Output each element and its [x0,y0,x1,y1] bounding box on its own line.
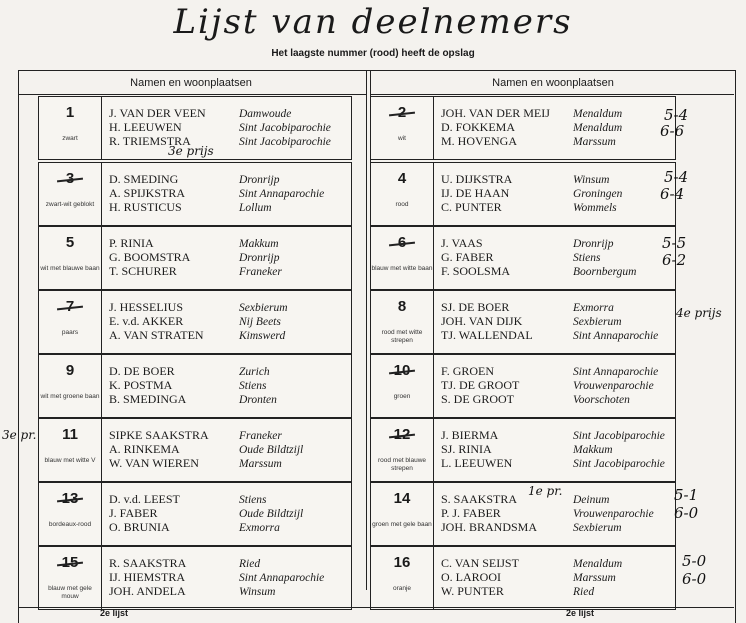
player-town: Sint Jacobiparochie [573,458,665,470]
player-name: F. SOOLSMA [441,264,511,278]
player-town: Menaldum [573,122,623,134]
player-row [441,200,622,214]
team-entry [38,482,352,546]
player-name: J. FABER [109,506,158,520]
team-color-label: wit met groene baan [40,393,100,400]
player-list [109,106,331,148]
team-entry [370,354,676,418]
page-subtitle: Het laagste nummer (rood) heeft de opslag [271,48,475,59]
player-row [441,236,636,250]
team-entry [38,290,352,354]
team-color-label: blauw met gele mouw [48,585,92,600]
player-row [441,392,658,406]
player-row [109,250,282,264]
player-town: Wommels [573,202,617,214]
player-name: B. SMEDINGA [109,392,187,406]
column-header-left: Namen en woonplaatsen [130,77,252,89]
player-town: Sint Annaparochie [239,572,325,584]
team-number: 13 [39,490,101,507]
player-name: TJ. WALLENDAL [441,328,533,342]
player-row [109,556,324,570]
player-town: Marssum [239,458,282,470]
team-number-cell [371,355,434,417]
player-town: Exmorra [239,522,280,534]
player-town: Makkum [573,444,613,456]
team-number: 2 [371,104,433,121]
team-number: 7 [39,298,101,315]
player-row [109,186,324,200]
handwritten-note: 1e pr. [528,484,563,498]
player-list [441,106,622,148]
player-row [109,456,303,470]
team-color-label: zwart [62,135,78,142]
player-row [441,106,622,120]
player-name: J. BIERMA [441,428,499,442]
team-number-cell [371,419,434,481]
player-town: Stiens [573,252,601,264]
team-number-cell [371,547,434,609]
team-number-cell [39,483,102,545]
player-row [109,506,303,520]
team-number-cell [39,355,102,417]
player-name: W. PUNTER [441,584,504,598]
player-row [109,392,277,406]
player-town: Boornbergum [573,266,637,278]
player-row [441,186,622,200]
player-town: Groningen [573,188,623,200]
player-row [109,328,288,342]
player-town: Winsum [239,586,276,598]
player-name: D. SMEDING [109,172,179,186]
player-row [441,264,636,278]
player-name: D. FOKKEMA [441,120,516,134]
player-name: H. LEEUWEN [109,120,182,134]
column-divider [366,70,367,590]
player-row [109,120,331,134]
player-name: JOH. VAN DIJK [441,314,523,328]
player-row [441,456,665,470]
player-row [441,134,622,148]
team-number: 12 [371,426,433,443]
player-row [441,250,636,264]
player-name: A. RINKEMA [109,442,180,456]
team-number: 8 [397,298,407,315]
player-name: IJ. DE HAAN [441,186,510,200]
team-number: 6 [371,234,433,251]
player-name: G. BOOMSTRA [109,250,191,264]
player-name: J. VAAS [441,236,483,250]
player-name: P. J. FABER [441,506,501,520]
player-name: J. HESSELIUS [109,300,184,314]
player-town: Voorschoten [573,394,630,406]
footer-right-label: 2e lijst [566,608,595,618]
player-town: Vrouwenparochie [573,508,654,520]
player-name: JOH. VAN DER MEIJ [441,106,550,120]
player-town: Damwoude [239,108,292,120]
player-town: Deinum [573,494,610,506]
team-number: 16 [393,554,411,571]
player-town: Stiens [239,494,267,506]
player-town: Sint Jacobiparochie [239,136,331,148]
player-row [441,520,654,534]
team-entry [370,482,676,546]
player-row [441,506,654,520]
player-row [109,492,303,506]
team-entry [38,162,352,226]
player-list [109,236,282,278]
player-row [109,300,288,314]
player-town: Marssum [573,136,616,148]
player-list [109,172,324,214]
team-number-cell [371,291,434,353]
player-town: Franeker [239,266,282,278]
team-color-label: groen met gele baan [372,521,432,528]
player-list [441,236,636,278]
player-row [109,264,282,278]
team-number-cell [39,419,102,481]
team-entry [370,226,676,290]
player-row [441,328,658,342]
player-town: Stiens [239,380,267,392]
player-row [109,570,324,584]
team-number-cell [39,547,102,609]
team-number: 11 [62,426,78,443]
handwritten-score: 6-2 [662,251,687,269]
player-town: Ried [573,586,595,598]
handwritten-note: 3e pr. [2,428,37,442]
team-number-cell [39,163,102,225]
player-list [441,300,658,342]
player-name: R. SAAKSTRA [109,556,187,570]
player-name: F. GROEN [441,364,495,378]
team-number: 1 [65,104,75,121]
player-town: Oude Bildtzijl [239,444,304,456]
player-town: Dronten [239,394,277,406]
player-list [441,172,622,214]
team-color-label: wit [398,135,406,142]
team-number: 14 [393,490,411,507]
team-color-label: oranje [392,585,412,592]
page-title: Lijst van deelnemers [173,2,573,42]
player-name: H. RUSTICUS [109,200,182,214]
handwritten-note: 3e prijs [168,144,214,158]
player-name: JOH. ANDELA [109,584,186,598]
player-town: Lollum [239,202,272,214]
player-name: L. LEEUWEN [441,456,513,470]
player-town: Exmorra [573,302,614,314]
player-row [109,314,288,328]
player-list [109,300,288,342]
player-row [441,556,622,570]
handwritten-score: 6-0 [674,504,699,522]
player-name: SIPKE SAAKSTRA [109,428,209,442]
player-row [109,428,303,442]
team-number: 4 [397,170,407,187]
player-town: Sint Jacobiparochie [573,430,665,442]
player-row [441,300,658,314]
player-town: Dronrijp [239,174,280,186]
player-name: S. DE GROOT [441,392,515,406]
team-number-cell [39,97,102,159]
handwritten-score: 6-0 [682,570,707,588]
player-row [441,120,622,134]
player-town: Sexbierum [573,316,622,328]
player-row [109,134,331,148]
player-row [109,172,324,186]
player-name: R. TRIEMSTRA [109,134,191,148]
handwritten-score: 5-4 [664,106,689,124]
player-name: SJ. DE BOER [441,300,510,314]
handwritten-score: 5-0 [682,552,707,570]
player-name: TJ. DE GROOT [441,378,520,392]
player-town: Sexbierum [573,522,622,534]
header-rule [18,94,366,95]
player-row [109,106,331,120]
player-row [441,442,665,456]
player-town: Nij Beets [239,316,281,328]
player-list [109,492,303,534]
team-entry [370,546,676,610]
team-color-label: blauw met witte baan [371,265,433,272]
player-town: Sint Annaparochie [239,188,325,200]
player-name: O. LAROOI [441,570,501,584]
player-town: Menaldum [573,108,623,120]
player-row [109,378,277,392]
player-name: K. POSTMA [109,378,173,392]
team-number-cell [371,227,434,289]
player-list [441,492,654,534]
player-town: Sexbierum [239,302,288,314]
player-list [109,556,324,598]
player-row [441,364,658,378]
player-town: Winsum [573,174,610,186]
player-name: P. RINIA [109,236,154,250]
player-list [109,364,277,406]
team-color-label: paars [61,329,79,336]
player-name: IJ. HIEMSTRA [109,570,186,584]
player-row [441,172,622,186]
player-town: Makkum [239,238,279,250]
player-list [109,428,303,470]
team-color-label: zwart-wit geblokt [45,201,95,208]
player-name: D. DE BOER [109,364,175,378]
team-entry [370,290,676,354]
team-color-label: rood met witte strepen [381,329,423,344]
player-list [441,364,658,406]
team-color-label: rood met blauwe strepen [377,457,427,472]
team-entry [38,546,352,610]
player-town: Dronrijp [239,252,280,264]
team-color-label: bordeaux-rood [48,521,92,528]
player-row [109,236,282,250]
team-color-label: rood [395,201,409,208]
player-town: Dronrijp [573,238,614,250]
team-entry [38,226,352,290]
handwritten-score: 5-5 [662,234,687,252]
player-name: W. VAN WIEREN [109,456,199,470]
handwritten-score: 5-1 [674,486,699,504]
handwritten-score: 6-6 [660,122,685,140]
handwritten-score: 5-4 [664,168,689,186]
player-list [441,556,622,598]
player-name: C. PUNTER [441,200,502,214]
player-name: T. SCHURER [109,264,177,278]
player-row [441,314,658,328]
team-entry [38,418,352,482]
player-row [441,428,665,442]
player-name: E. v.d. AKKER [109,314,184,328]
player-town: Vrouwenparochie [573,380,654,392]
handwritten-note: 4e prijs [676,306,722,320]
player-town: Kimswerd [239,330,286,342]
player-town: Sint Annaparochie [573,330,659,342]
team-number: 3 [39,170,101,187]
team-number-cell [39,227,102,289]
team-number-cell [371,97,434,159]
player-row [441,584,622,598]
player-row [109,364,277,378]
team-entry [370,96,676,160]
team-entry [38,354,352,418]
player-name: M. HOVENGA [441,134,517,148]
player-row [441,570,622,584]
team-number: 10 [371,362,433,379]
player-row [441,378,658,392]
player-town: Oude Bildtzijl [239,508,304,520]
team-number: 9 [65,362,75,379]
player-row [109,442,303,456]
footer-left-label: 2e lijst [100,608,129,618]
player-name: JOH. BRANDSMA [441,520,538,534]
player-town: Sint Annaparochie [573,366,659,378]
team-color-label: blauw met witte V [44,457,96,464]
player-town: Zurich [239,366,270,378]
player-town: Menaldum [573,558,623,570]
team-color-label: groen [393,393,411,400]
player-name: J. VAN DER VEEN [109,106,206,120]
player-town: Franeker [239,430,282,442]
team-entry [370,418,676,482]
player-town: Marssum [573,572,616,584]
player-row [109,584,324,598]
handwritten-score: 6-4 [660,185,685,203]
player-town: Ried [239,558,261,570]
team-number: 15 [39,554,101,571]
player-name: S. SAAKSTRA [441,492,518,506]
player-name: O. BRUNIA [109,520,170,534]
player-name: A. SPIJKSTRA [109,186,186,200]
team-entry [370,162,676,226]
header-rule [370,94,734,95]
team-number-cell [371,483,434,545]
team-number-cell [371,163,434,225]
player-name: G. FABER [441,250,494,264]
player-name: D. v.d. LEEST [109,492,180,506]
team-color-label: wit met blauwe baan [40,265,100,272]
player-name: SJ. RINIA [441,442,492,456]
player-row [109,200,324,214]
player-name: C. VAN SEIJST [441,556,519,570]
player-name: A. VAN STRATEN [109,328,204,342]
player-town: Sint Jacobiparochie [239,122,331,134]
team-number-cell [39,291,102,353]
team-number: 5 [65,234,75,251]
player-name: U. DIJKSTRA [441,172,513,186]
player-row [109,520,303,534]
column-header-right: Namen en woonplaatsen [492,77,614,89]
player-list [441,428,665,470]
